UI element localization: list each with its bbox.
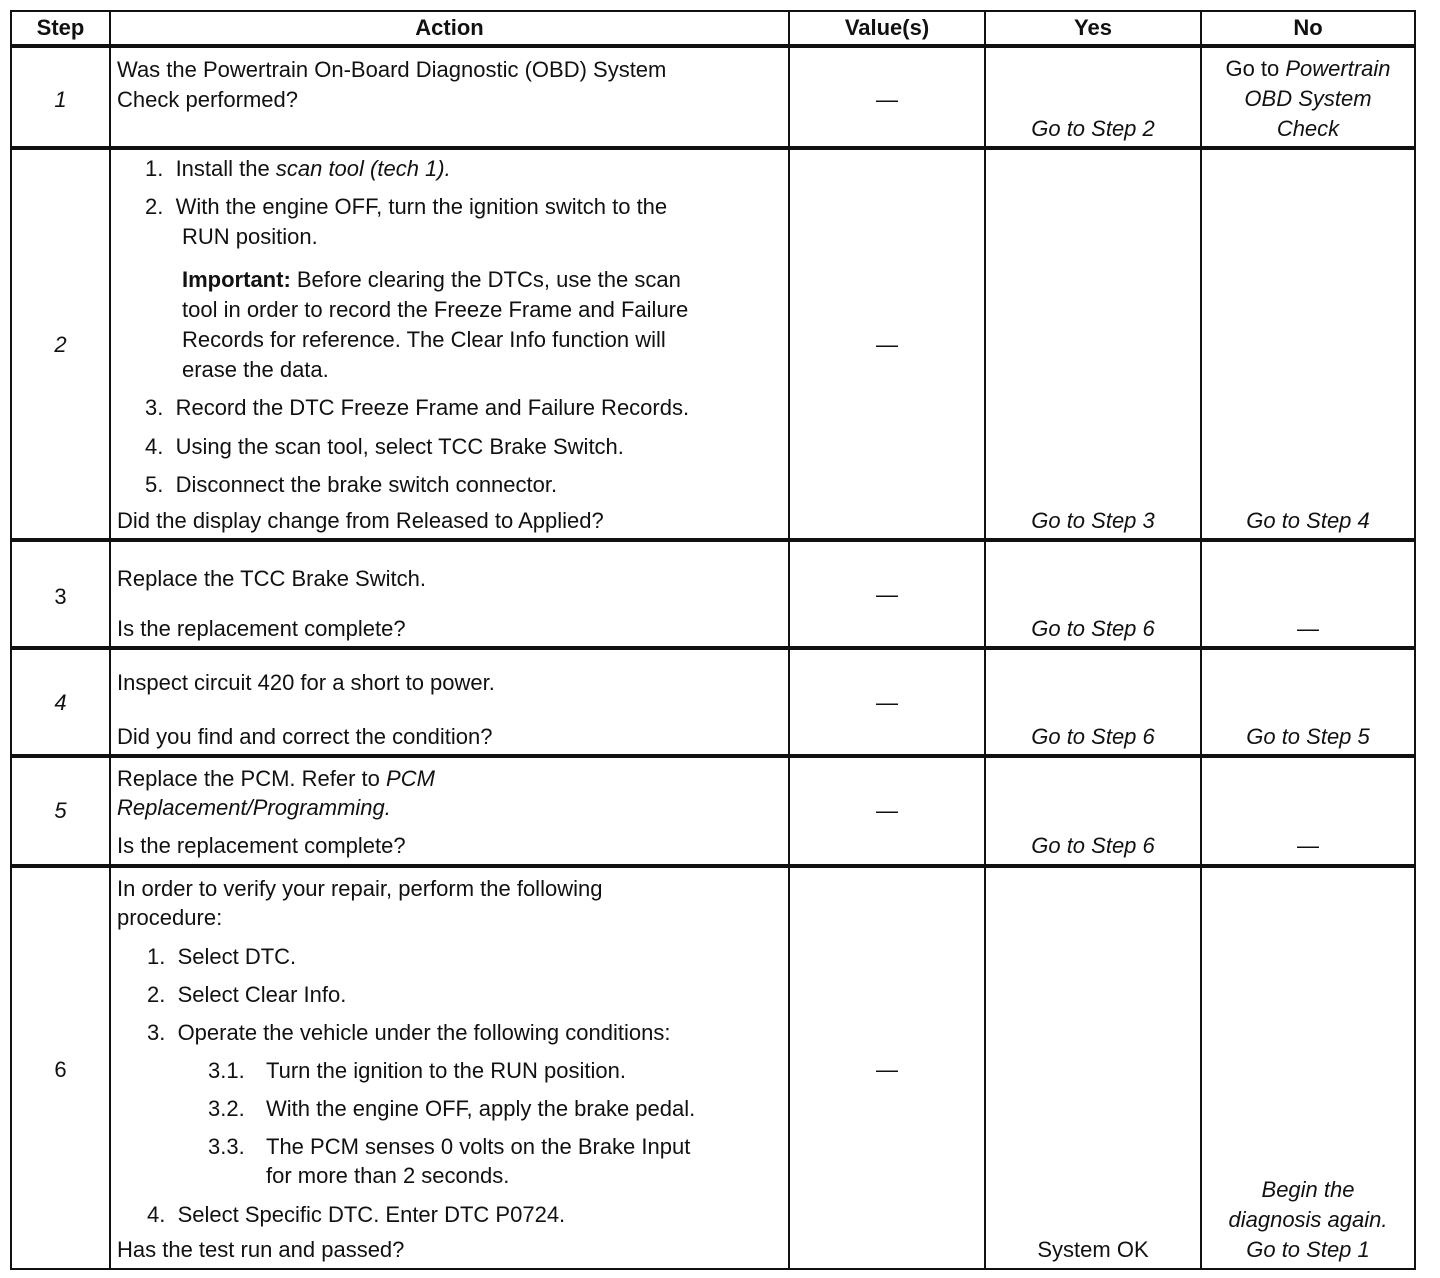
no-result: Go to Step 1 (1246, 1237, 1370, 1262)
list-item: 4. Select Specific DTC. Enter DTC P0724. (147, 1202, 566, 1227)
step-number: 3 (54, 584, 67, 609)
question-text: Is the replacement complete? (117, 616, 406, 641)
step-number: 5 (54, 798, 67, 823)
yes-result: Go to Step 6 (1031, 724, 1155, 749)
table-border-top (10, 10, 1416, 12)
value-cell: — (876, 798, 898, 823)
step-number: 1 (54, 87, 67, 112)
header-yes: Yes (1074, 15, 1112, 40)
row-divider-3 (10, 646, 1416, 650)
value-cell: — (876, 690, 898, 715)
list-item: 2. With the engine OFF, turn the ignition switch to the (145, 194, 668, 219)
important-note: Records for reference. The Clear Info function will (182, 327, 666, 352)
no-result: — (1297, 833, 1319, 858)
value-cell: — (876, 582, 898, 607)
list-item: 2. Select Clear Info. (147, 982, 347, 1007)
no-result: OBD System (1244, 86, 1372, 111)
question-text: Did you find and correct the condition? (117, 724, 493, 749)
important-note: erase the data. (182, 357, 329, 382)
no-result: Go to Step 4 (1246, 508, 1370, 533)
list-item: RUN position. (182, 224, 318, 249)
action-text: Replacement/Programming. (117, 795, 391, 820)
no-result: Check (1276, 116, 1340, 141)
action-text: Replace the PCM. Refer to PCM (117, 766, 435, 791)
row-divider-2 (10, 538, 1416, 542)
action-text: Replace the TCC Brake Switch. (117, 566, 426, 591)
no-result: Go to Powertrain (1225, 56, 1391, 81)
question-text: Did the display change from Released to Applied? (117, 508, 604, 533)
value-cell: — (876, 87, 898, 112)
list-item: 3. Operate the vehicle under the following conditions: (147, 1020, 671, 1045)
column-divider-step (109, 10, 111, 1270)
sub-list-item: for more than 2 seconds. (266, 1163, 510, 1188)
important-note: tool in order to record the Freeze Frame and Failure (182, 297, 689, 322)
value-cell: — (876, 332, 898, 357)
action-text: In order to verify your repair, perform the following (117, 876, 603, 901)
list-item: 4. Using the scan tool, select TCC Brake Switch. (145, 434, 624, 459)
header-no: No (1293, 15, 1323, 40)
sub-list-number: 3.1. (208, 1058, 245, 1083)
yes-result: System OK (1037, 1237, 1149, 1262)
no-result: diagnosis again. (1228, 1207, 1388, 1232)
sub-list-number: 3.3. (208, 1134, 245, 1159)
list-item: 3. Record the DTC Freeze Frame and Failure Records. (145, 395, 690, 420)
action-text: procedure: (117, 905, 223, 930)
no-result: Begin the (1261, 1177, 1355, 1202)
row-divider-4 (10, 754, 1416, 758)
question-text: Has the test run and passed? (117, 1237, 405, 1262)
step-number: 6 (54, 1057, 67, 1082)
value-cell: — (876, 1057, 898, 1082)
header-step: Step (36, 15, 85, 40)
step-number: 4 (54, 690, 67, 715)
row-divider-1 (10, 146, 1416, 150)
row-divider-5 (10, 864, 1416, 868)
table-border-right (1414, 10, 1416, 1270)
yes-result: Go to Step 6 (1031, 616, 1155, 641)
action-text: Was the Powertrain On-Board Diagnostic (OBD) System (117, 57, 667, 82)
list-item: 1. Install the scan tool (tech 1). (145, 156, 451, 181)
sub-list-item: With the engine OFF, apply the brake pedal. (266, 1096, 696, 1121)
header-divider (10, 44, 1416, 48)
list-item: 1. Select DTC. (147, 944, 297, 969)
header-values: Value(s) (844, 15, 930, 40)
sub-list-number: 3.2. (208, 1096, 245, 1121)
yes-result: Go to Step 2 (1031, 116, 1155, 141)
action-text: Inspect circuit 420 for a short to power. (117, 670, 495, 695)
list-item: 5. Disconnect the brake switch connector. (145, 472, 558, 497)
table-border-bottom (10, 1268, 1416, 1270)
sub-list-item: Turn the ignition to the RUN position. (266, 1058, 626, 1083)
yes-result: Go to Step 6 (1031, 833, 1155, 858)
step-number: 2 (54, 332, 67, 357)
header-action: Action (415, 15, 484, 40)
important-note: Important: Before clearing the DTCs, use the scan (182, 267, 681, 292)
yes-result: Go to Step 3 (1031, 508, 1155, 533)
no-result: — (1297, 616, 1319, 641)
sub-list-item: The PCM senses 0 volts on the Brake Input (266, 1134, 691, 1159)
question-text: Is the replacement complete? (117, 833, 406, 858)
action-text: Check performed? (117, 87, 298, 112)
no-result: Go to Step 5 (1246, 724, 1370, 749)
